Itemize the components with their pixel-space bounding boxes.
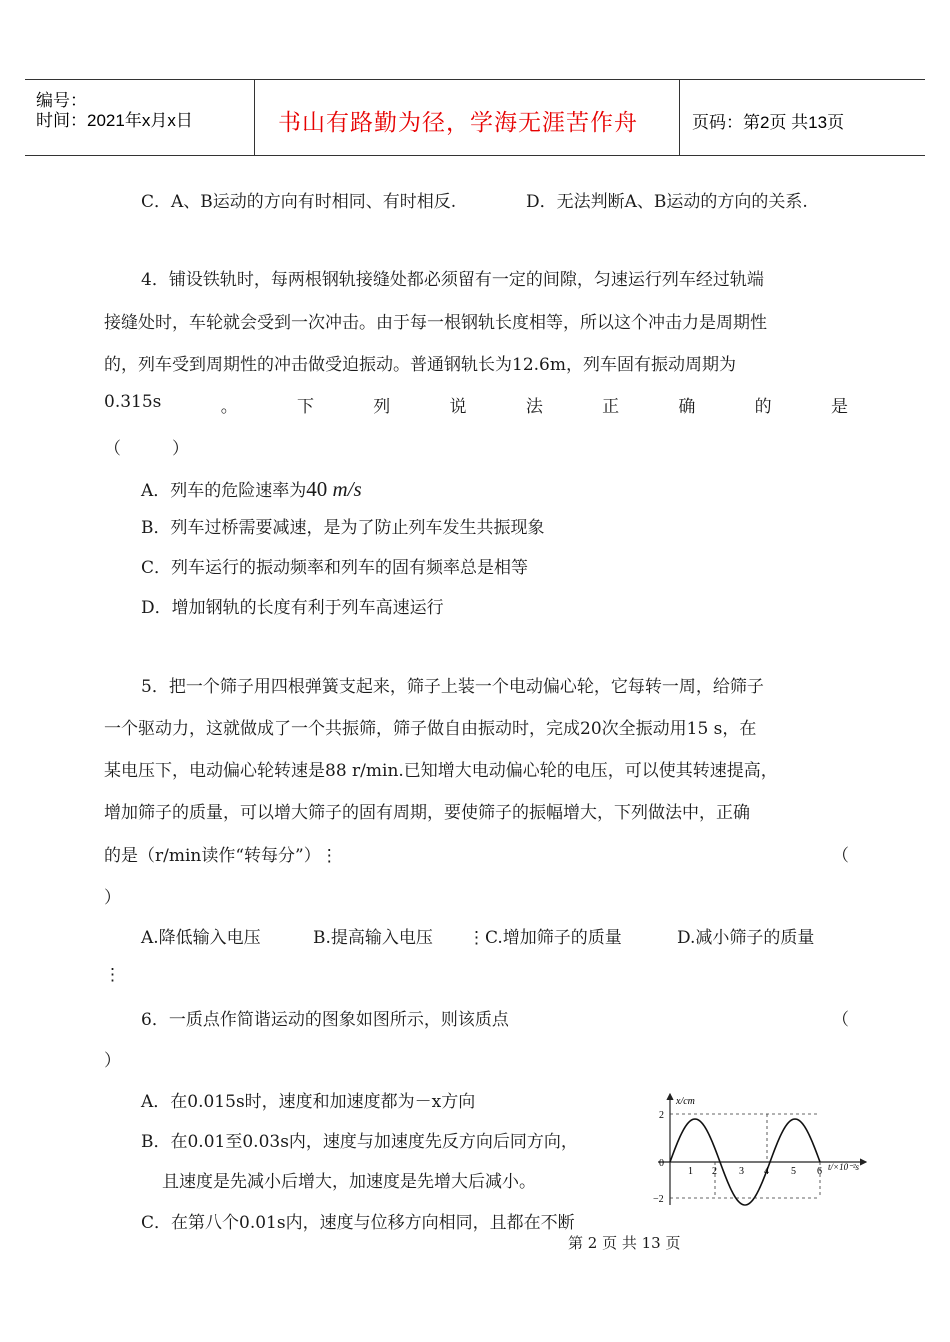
header-divider-right [679,80,680,155]
q4-word: 的 [754,397,772,417]
q6-option-b: B．在0.01至0.03s内，速度与加速度先反方向后同方向， [141,1132,578,1152]
q4-word: 下 [296,397,314,417]
y-tick-max: 2 [659,1110,664,1121]
q4-option-a [141,476,362,502]
q4-line-3: 的，列车受到周期性的冲击做受迫振动。普通钢轨长为12.6m，列车固有振动周期为 [104,355,736,375]
y-axis-label: x/cm [676,1096,695,1107]
x-tick-4: 4 [764,1166,769,1177]
y-tick-min: −2 [653,1194,664,1205]
header-time-label: 时间：2021年x月x日 [36,111,193,130]
header-top-rule [25,79,925,80]
x-tick-6: 6 [817,1166,822,1177]
q6-line-1: 6．一质点作简谐运动的图象如图所示，则该质点 [141,1010,509,1030]
q6-bracket-close: ） [104,1051,121,1071]
page-footer: 第 2 页 共 13 页 [568,1234,681,1252]
q4-word: 。 [220,397,238,417]
x-tick-2: 2 [712,1166,717,1177]
q4-option-a-formula: 40 m/s [306,477,362,501]
x-tick-1: 1 [688,1166,693,1177]
x-axis-label: t/×10⁻²s [828,1162,860,1172]
q4-word: 0.315s [104,392,162,412]
header-number-label: 编号： [36,91,87,110]
q4-word: 法 [525,397,543,417]
q4-line-2: 接缝处时，车轮就会受到一次冲击。由于每一根钢轨长度相等，所以这个冲击力是周期性 [104,313,767,333]
header-motto: 书山有路勤为径，学海无涯苦作舟 [278,110,638,136]
q4-option-a-text: A．列车的危险速率为 [141,481,307,501]
q6-option-b-continued: 且速度是先减小后增大，加速度是先增大后减小。 [162,1172,536,1192]
q4-word: 说 [449,397,467,417]
q5-line-5: 的是（r/min读作“转每分”）⋮ [104,846,338,866]
x-tick-5: 5 [791,1166,796,1177]
q3-option-c: C．A、B运动的方向有时相同、有时相反. [141,192,457,212]
q4-option-b: B．列车过桥需要减速，是为了防止列车发生共振现象 [141,518,545,538]
q6-option-a: A．在0.015s时，速度和加速度都为－x方向 [141,1092,476,1112]
q4-line-4 [104,392,848,417]
q5-option-a: A.降低输入电压 [141,928,261,948]
q5-line-4: 增加筛子的质量，可以增大筛子的固有周期，要使筛子的振幅增大，下列做法中，正确 [104,803,750,823]
x-tick-3: 3 [739,1166,744,1177]
q4-word: 是 [830,397,848,417]
q4-word: 确 [678,397,696,417]
q5-trailing-mark: ⋮ [104,965,121,985]
q5-line-2: 一个驱动力，这就做成了一个共振筛，筛子做自由振动时，完成20次全振动用15 s，在 [104,719,757,739]
q6-option-c: C．在第八个0.01s内，速度与位移方向相同，且都在不断 [141,1213,575,1233]
q4-word: 列 [373,397,391,417]
q5-option-b: B.提高输入电压 [313,928,433,948]
y-tick-zero: 0 [659,1158,664,1169]
q4-option-d: D．增加钢轨的长度有利于列车高速运行 [141,598,444,618]
q4-answer-bracket: （ ） [104,439,189,459]
q5-option-c: ⋮C.增加筛子的质量 [468,928,622,948]
header-bottom-rule [25,155,925,156]
q5-bracket-close: ） [104,888,121,908]
q5-bracket-open: （ [832,846,849,866]
header-divider-left [254,80,255,155]
header-page-info: 页码：第2页 共13页 [692,113,845,132]
q5-line-3: 某电压下，电动偏心轮转速是88 r/min.已知增大电动偏心轮的电压，可以使其转速提高， [104,761,778,781]
q3-option-d: D．无法判断A、B运动的方向的关系. [526,192,808,212]
q5-line-1: 5．把一个筛子用四根弹簧支起来，筛子上装一个电动偏心轮，它每转一周，给筛子 [141,677,764,697]
q4-line-1: 4．铺设铁轨时，每两根钢轨接缝处都必须留有一定的间隙，匀速运行列车经过轨端 [141,270,764,290]
q4-option-c: C．列车运行的振动频率和列车的固有频率总是相等 [141,558,529,578]
q4-word: 正 [602,397,620,417]
q6-bracket-open: （ [832,1010,849,1030]
q5-option-d: D.减小筛子的质量 [677,928,815,948]
shm-graph [640,1090,880,1210]
